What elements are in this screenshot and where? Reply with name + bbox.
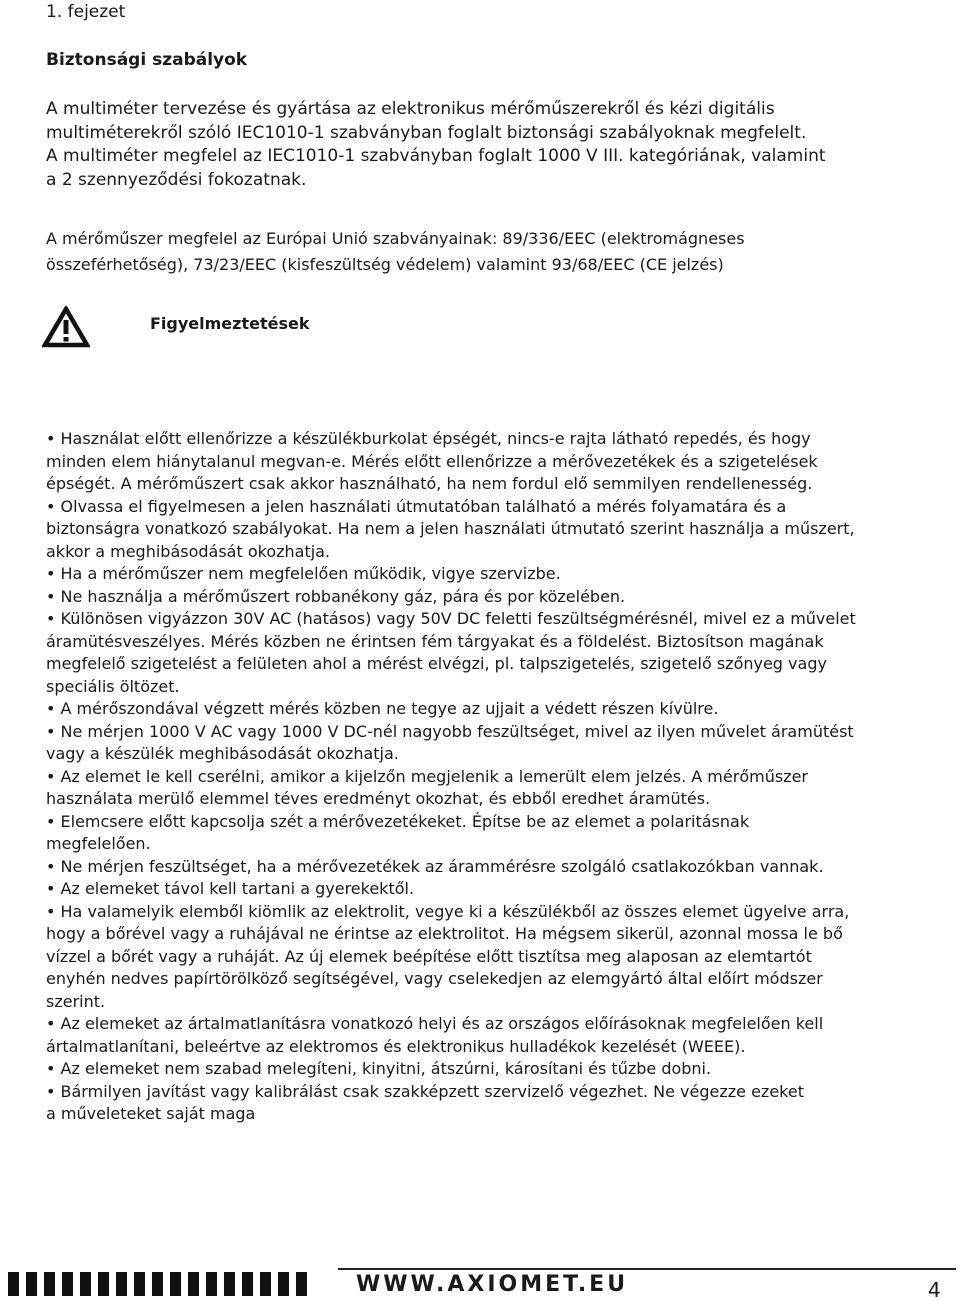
- warning-line: • Az elemeket távol kell tartani a gyerekektől.: [46, 879, 415, 898]
- warning-line: vízzel a bőrét vagy a ruháját. Az új elemek beépítése előtt tisztítsa meg alaposan az elemtartót: [46, 946, 812, 966]
- footer-bar: [188, 1272, 199, 1296]
- chapter-heading: 1. fejezet: [46, 2, 126, 22]
- footer-barcode-decoration: [0, 1270, 320, 1296]
- footer-bar: [26, 1272, 37, 1296]
- warning-line: akkor a meghibásodását okozhatja.: [46, 541, 331, 561]
- warning-line: • Olvassa el figyelmesen a jelen használati útmutatóban található a mérés folyamatára és a: [46, 496, 787, 516]
- footer-url: WWW.AXIOMET.EU: [356, 1272, 629, 1297]
- page-number: 4: [928, 1278, 941, 1302]
- footer-bar: [62, 1272, 73, 1296]
- footer-bar: [134, 1272, 145, 1296]
- footer-bar: [8, 1272, 19, 1296]
- warning-line: • Különösen vigyázzon 30V AC (hatásos) vagy 50V DC feletti feszültségmérésnél, mivel ez a művelet: [46, 609, 856, 628]
- warning-line: • Ha a mérőműszer nem megfelelően működik, vigye szervizbe.: [46, 564, 561, 583]
- text-line: a 2 szennyeződési fokozatnak.: [46, 169, 307, 190]
- warning-line: vagy a készülék meghibásodását okozhatja.: [46, 744, 399, 763]
- footer-bar: [296, 1272, 307, 1296]
- warning-line: • Ne mérjen feszültséget, ha a mérővezetékek az árammérésre szolgáló csatlakozókban vannak.: [46, 856, 824, 876]
- warning-line: áramütésveszélyes. Mérés közben ne érintsen fém tárgyakat és a földelést. Biztosítson magának: [46, 631, 824, 651]
- warning-line: használata merülő elemmel téves eredményt okozhat, és ebből eredhet áramütés.: [46, 789, 711, 808]
- footer-bar: [260, 1272, 271, 1296]
- warnings-heading: Figyelmeztetések: [150, 314, 310, 333]
- warning-line: speciális öltözet.: [46, 676, 180, 696]
- warning-line: megfelelő szigetelést a felületen ahol a mérést elvégzi, pl. talpszigetelés, szigetelő szőnyeg vagy: [46, 654, 827, 673]
- warning-line: enyhén nedves papírtörölköző segítségével, vagy cselekedjen az elemgyártó által előírt módszer: [46, 969, 823, 988]
- footer-bar: [98, 1272, 109, 1296]
- text-line: multiméterekről szóló IEC1010-1 szabványban foglalt biztonsági szabályoknak megfelelt.: [46, 122, 807, 143]
- footer-bar: [80, 1272, 91, 1296]
- warning-line: • Elemcsere előtt kapcsolja szét a mérővezetékeket. Építse be az elemet a polaritásnak: [46, 811, 750, 831]
- warning-line: a műveleteket saját maga: [46, 1104, 256, 1123]
- warning-line: • Az elemet le kell cserélni, amikor a kijelzőn megjelenik a lemerült elem jelzés. A mérőműszer: [46, 766, 808, 786]
- footer-rule: [338, 1268, 956, 1270]
- warnings-list: [46, 428, 946, 1126]
- text-line: összeférhetőség), 73/23/EEC (kisfeszültség védelem) valamint 93/68/EEC (CE jelzés): [46, 255, 724, 274]
- warning-line: • Az elemeket nem szabad melegíteni, kinyitni, átszúrni, károsítani és tűzbe dobni.: [46, 1059, 712, 1078]
- warning-line: megfelelően.: [46, 834, 151, 853]
- warning-line: • Ha valamelyik elemből kiömlik az elektrolit, vegye ki a készülékből az összes elemet ügyelve arra,: [46, 901, 850, 921]
- intro-paragraph: [46, 98, 946, 192]
- footer-bar: [152, 1272, 163, 1296]
- footer-bar: [224, 1272, 235, 1296]
- warning-line: szerint.: [46, 991, 106, 1011]
- warning-line: • Használat előtt ellenőrizze a készülékburkolat épségét, nincs-e rajta látható repedés, és hogy: [46, 429, 811, 448]
- footer-bar: [278, 1272, 289, 1296]
- warning-line: • Ne mérjen 1000 V AC vagy 1000 V DC-nél nagyobb feszültséget, mivel az ilyen művelet áramütést: [46, 721, 854, 741]
- footer-bar: [206, 1272, 217, 1296]
- warning-line: • Bármilyen javítást vagy kalibrálást csak szakképzett szervizelő végezhet. Ne végezze ezeket: [46, 1081, 804, 1101]
- footer-bar: [44, 1272, 55, 1296]
- warning-line: épségét. A mérőműszert csak akkor használható, ha nem fordul elő semmilyen rendellenesség.: [46, 474, 813, 493]
- warning-line: hogy a bőrével vagy a ruhájával ne érintse az elektrolitot. Ha mégsem sikerül, azonnal mossa le bő: [46, 924, 843, 943]
- warning-line: ártalmatlanítani, beleértve az elektromos és elektronikus hulladékok kezelését (WEEE).: [46, 1036, 746, 1056]
- text-line: A mérőműszer megfelel az Európai Unió szabványainak: 89/336/EEC (elektromágneses: [46, 229, 745, 248]
- eu-compliance-paragraph: [46, 226, 946, 278]
- warning-line: • Az elemeket az ártalmatlanításra vonatkozó helyi és az országos előírásoknak megfelelően kell: [46, 1014, 824, 1033]
- warning-line: • Ne használja a mérőműszert robbanékony gáz, pára és por közelében.: [46, 586, 626, 606]
- text-line: A multiméter megfelel az IEC1010-1 szabványban foglalt 1000 V III. kategóriának, valamint: [46, 146, 826, 166]
- warning-line: minden elem hiánytalanul megvan-e. Mérés előtt ellenőrizze a mérővezetékek és a szigetelések: [46, 451, 818, 471]
- footer-bar: [242, 1272, 253, 1296]
- warning-line: • A mérőszondával végzett mérés közben ne tegye az ujjait a védett részen kívülre.: [46, 699, 719, 718]
- section-title: Biztonsági szabályok: [46, 50, 248, 70]
- footer-bar: [116, 1272, 127, 1296]
- warning-triangle-icon: [42, 306, 90, 348]
- footer-bar: [170, 1272, 181, 1296]
- warning-line: biztonságra vonatkozó szabályokat. Ha nem a jelen használati útmutató szerint használja a műszert,: [46, 519, 855, 538]
- text-line: A multiméter tervezése és gyártása az elektronikus mérőműszerekről és kézi digitális: [46, 99, 775, 119]
